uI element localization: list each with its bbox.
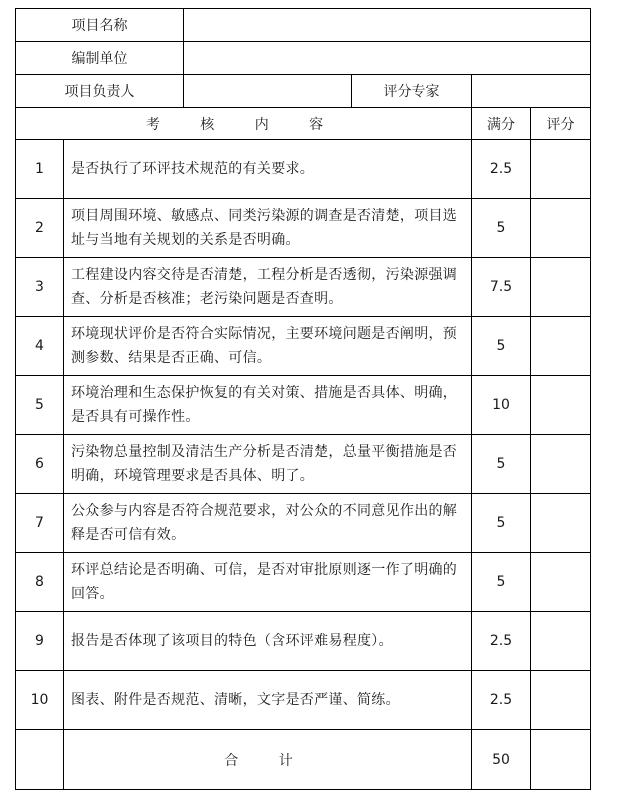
item-score-field[interactable] bbox=[531, 140, 591, 199]
item-score-field[interactable] bbox=[531, 435, 591, 494]
table-row bbox=[16, 435, 591, 494]
item-score-field[interactable] bbox=[531, 317, 591, 376]
table-row bbox=[16, 376, 591, 435]
content-column-header: 考 核 内 容 bbox=[16, 108, 472, 140]
item-number: 9 bbox=[16, 612, 64, 671]
expert-field[interactable] bbox=[472, 75, 591, 108]
item-full-score: 5 bbox=[472, 317, 531, 376]
item-number: 1 bbox=[16, 140, 64, 199]
item-number: 10 bbox=[16, 671, 64, 730]
table-row bbox=[16, 612, 591, 671]
leader-row bbox=[16, 75, 591, 108]
item-content: 项目周围环境、敏感点、同类污染源的调查是否清楚，项目选址与当地有关规划的关系是否明确。 bbox=[64, 199, 472, 258]
org-field[interactable] bbox=[184, 42, 591, 75]
evaluation-table bbox=[15, 8, 591, 790]
item-full-score: 2.5 bbox=[472, 612, 531, 671]
item-number: 3 bbox=[16, 258, 64, 317]
total-row bbox=[16, 730, 591, 790]
item-content: 环评总结论是否明确、可信，是否对审批原则逐一作了明确的回答。 bbox=[64, 553, 472, 612]
table-row bbox=[16, 671, 591, 730]
item-content: 环境治理和生态保护恢复的有关对策、措施是否具体、明确，是否具有可操作性。 bbox=[64, 376, 472, 435]
item-full-score: 10 bbox=[472, 376, 531, 435]
item-full-score: 7.5 bbox=[472, 258, 531, 317]
item-number: 4 bbox=[16, 317, 64, 376]
item-content: 公众参与内容是否符合规范要求，对公众的不同意见作出的解释是否可信有效。 bbox=[64, 494, 472, 553]
item-number: 6 bbox=[16, 435, 64, 494]
item-score-field[interactable] bbox=[531, 553, 591, 612]
org-label: 编制单位 bbox=[16, 42, 184, 75]
item-content: 工程建设内容交待是否清楚，工程分析是否透彻，污染源强调查、分析是否核准；老污染问题是否查明。 bbox=[64, 258, 472, 317]
evaluation-form bbox=[15, 8, 590, 790]
org-row bbox=[16, 42, 591, 75]
table-row bbox=[16, 494, 591, 553]
total-label: 合 计 bbox=[64, 730, 472, 790]
item-number: 7 bbox=[16, 494, 64, 553]
table-row bbox=[16, 199, 591, 258]
total-full-score: 50 bbox=[472, 730, 531, 790]
item-score-field[interactable] bbox=[531, 671, 591, 730]
score-column-header: 评分 bbox=[531, 108, 591, 140]
item-score-field[interactable] bbox=[531, 258, 591, 317]
item-score-field[interactable] bbox=[531, 612, 591, 671]
item-content: 报告是否体现了该项目的特色（含环评难易程度）。 bbox=[64, 612, 472, 671]
table-row bbox=[16, 317, 591, 376]
table-row bbox=[16, 140, 591, 199]
item-score-field[interactable] bbox=[531, 199, 591, 258]
expert-label: 评分专家 bbox=[352, 75, 472, 108]
leader-label: 项目负责人 bbox=[16, 75, 184, 108]
item-full-score: 5 bbox=[472, 553, 531, 612]
table-row bbox=[16, 258, 591, 317]
project-name-field[interactable] bbox=[184, 9, 591, 42]
leader-field[interactable] bbox=[184, 75, 352, 108]
item-content: 污染物总量控制及清洁生产分析是否清楚，总量平衡措施是否明确，环境管理要求是否具体、明了。 bbox=[64, 435, 472, 494]
item-number: 8 bbox=[16, 553, 64, 612]
item-score-field[interactable] bbox=[531, 494, 591, 553]
column-header-row bbox=[16, 108, 591, 140]
total-score-field[interactable] bbox=[531, 730, 591, 790]
item-number: 5 bbox=[16, 376, 64, 435]
item-full-score: 2.5 bbox=[472, 140, 531, 199]
item-content: 环境现状评价是否符合实际情况，主要环境问题是否阐明，预测参数、结果是否正确、可信。 bbox=[64, 317, 472, 376]
item-content: 是否执行了环评技术规范的有关要求。 bbox=[64, 140, 472, 199]
item-number: 2 bbox=[16, 199, 64, 258]
item-full-score: 5 bbox=[472, 494, 531, 553]
item-content: 图表、附件是否规范、清晰，文字是否严谨、简练。 bbox=[64, 671, 472, 730]
item-full-score: 5 bbox=[472, 435, 531, 494]
project-name-label: 项目名称 bbox=[16, 9, 184, 42]
table-row bbox=[16, 553, 591, 612]
item-full-score: 2.5 bbox=[472, 671, 531, 730]
item-full-score: 5 bbox=[472, 199, 531, 258]
project-name-row bbox=[16, 9, 591, 42]
total-number-cell bbox=[16, 730, 64, 790]
item-score-field[interactable] bbox=[531, 376, 591, 435]
full-score-column-header: 满分 bbox=[472, 108, 531, 140]
